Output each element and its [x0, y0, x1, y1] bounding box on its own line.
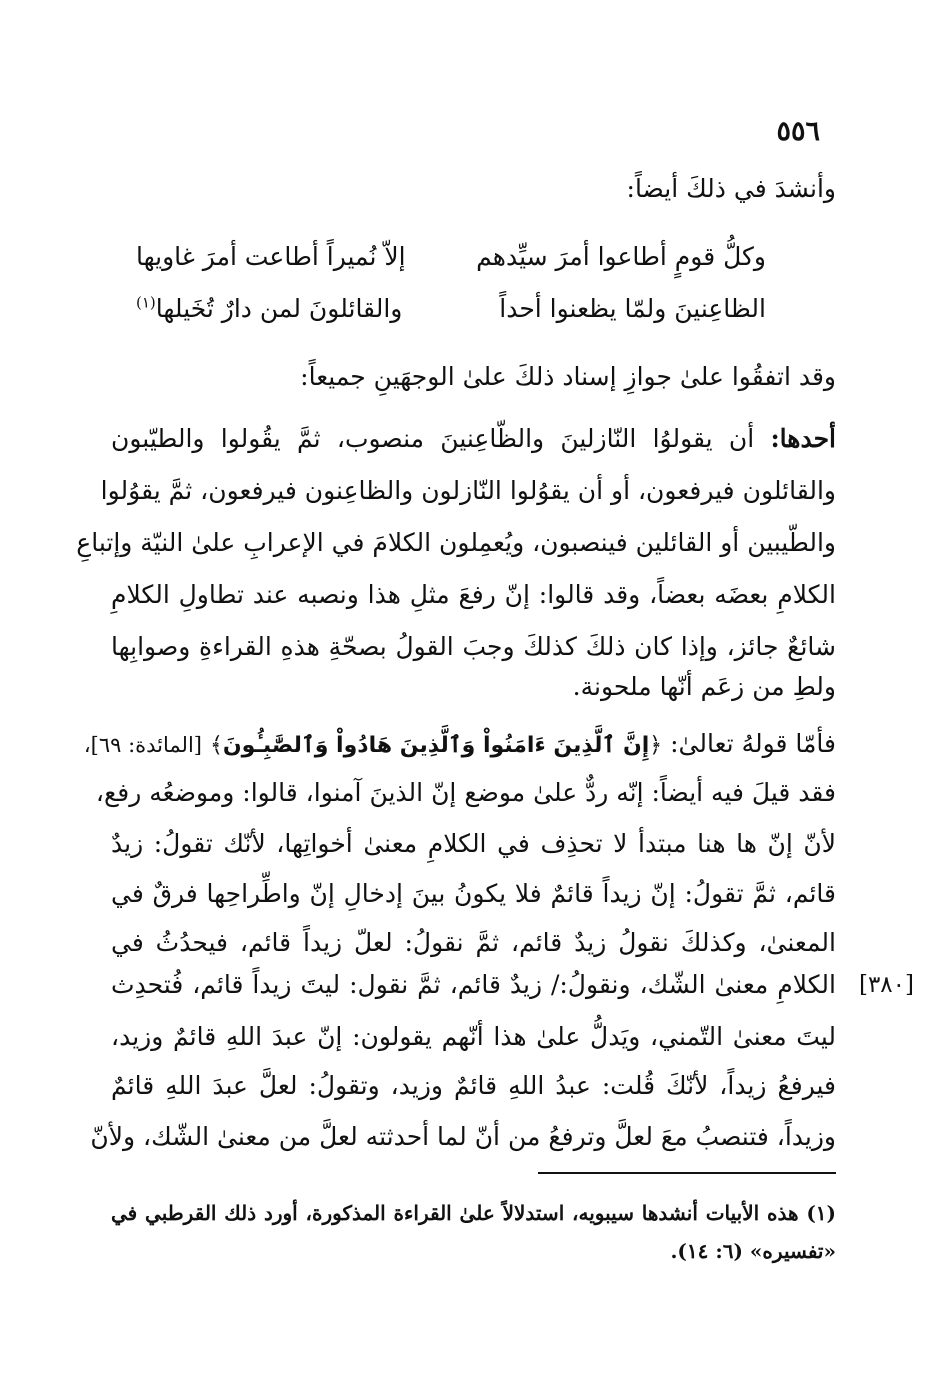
- quran-close-bracket: ﴾: [209, 733, 223, 758]
- text-line: الكلامِ بعضَه بعضاً، وقد قالوا: إنّ رفعَ مثلِ هذا ونصبه عند تطاولِ الكلامِ: [111, 580, 836, 609]
- text-span: أن يقولوُا النّازلينَ والظّاعِنينَ منصوب، ثمَّ يقُولوا والطيّبون: [111, 424, 755, 453]
- verse-text: والقائلونَ لمن دارٌ تُخَيلها: [155, 294, 403, 323]
- text-line: [111, 413, 836, 465]
- statement-line: وقد اتفقُوا علىٰ جوازِ إسناد ذلكَ علىٰ الوجهَينِ جميعاً:: [300, 362, 836, 391]
- text-line: لأنّ إنّ ها هنا مبتدأ لا تحذِف في الكلامِ معنىٰ أخواتِها، لأنّك تقولُ: زيدٌ: [111, 829, 836, 858]
- quran-verse: إِنَّ ٱلَّذِينَ ءَامَنُواْ وَٱلَّذِينَ هَادُواْ وَٱلصَّٰبِـُٔونَ: [222, 733, 650, 758]
- text-line: شائعٌ جائز، وإذا كان ذلكَ كذلكَ وجبَ القولُ بصحّةِ هذهِ القراءةِ وصوابِها: [111, 632, 836, 661]
- text-line: والقائلون فيرفعون، أو أن يقوُلوا النّازلون والظاعِنون فيرفعون، ثمَّ يقوُلوا: [100, 476, 836, 505]
- text-line: ولطِ من زعَم أنّها ملحونة.: [572, 672, 836, 701]
- verse-second-hemistich: [136, 283, 402, 335]
- page-number: ٥٥٦: [776, 116, 820, 147]
- footnote-line: «تفسيره» (٦: ١٤).: [670, 1239, 836, 1263]
- text-line: فيرفعُ زيداً، لأنّكَ قُلت: عبدُ اللهِ قائمٌ وزيد، وتقولُ: لعلَّ عبدَ اللهِ قائمٌ: [111, 1071, 836, 1100]
- footnote-divider: [538, 1172, 836, 1174]
- verse-second-hemistich: إلاّ نُميراً أطاعت أمرَ غاويها: [136, 242, 406, 271]
- verse-line: [136, 231, 766, 283]
- section-label: أحدها:: [770, 424, 836, 453]
- quran-open-bracket: ﴿: [649, 733, 663, 758]
- intro-line: وأنشدَ في ذلكَ أيضاً:: [626, 174, 836, 203]
- footnote-marker: (١): [136, 293, 156, 312]
- quran-line: [83, 718, 836, 770]
- text-line: الكلامِ معنىٰ الشّك، ونقولُ:/ زيدٌ قائم، ثمَّ نقول: ليتَ زيداً قائم، فُتحدِث: [111, 970, 836, 999]
- text-line: والطّيبين أو القائلين فينصبون، ويُعمِلون الكلامَ في الإعرابِ علىٰ النيّة وإتباعِ: [76, 528, 836, 557]
- quran-citation: [المائدة: ٦٩]،: [83, 733, 202, 757]
- text-line: ليتَ معنىٰ التّمني، ويَدلُّ علىٰ هذا أنّهم يقولون: إنّ عبدَ اللهِ قائمٌ وزيد،: [111, 1022, 836, 1051]
- verse-first-hemistich: وكلُّ قومٍ أطاعوا أمرَ سيِّدهم: [476, 242, 766, 271]
- quran-intro: فأمّا قولهُ تعالىٰ:: [670, 729, 836, 758]
- text-line: المعنىٰ، وكذلكَ نقولُ زيدٌ قائم، ثمَّ نقولُ: لعلّ زيداً قائم، فيحدُثُ في: [111, 928, 836, 957]
- footnote-line: (١) هذه الأبيات أنشدها سيبويه، استدلالاً علىٰ القراءة المذكورة، أورد ذلك القرطبي في: [111, 1201, 836, 1225]
- text-line: قائم، ثمَّ تقولُ: إنّ زيداً قائمٌ فلا يكونُ بينَ إدخالِ إنّ واطِّراحِها فرقٌ في: [111, 879, 836, 908]
- text-line: فقد قيلَ فيه أيضاً: إنّه ردٌّ علىٰ موضع إنّ الذينَ آمنوا، قالوا: وموضعُه رفع،: [95, 778, 836, 807]
- margin-page-reference: [٣٨٠]: [858, 972, 914, 998]
- verse-first-hemistich: الظاعِنينَ ولمّا يظعنوا أحداً: [499, 294, 766, 323]
- verse-line: [136, 283, 766, 335]
- text-line: وزيداً، فتنصبُ معَ لعلَّ وترفعُ من أنّ لما أحدثته لعلَّ من معنىٰ الشّك، ولأنّ: [90, 1122, 836, 1151]
